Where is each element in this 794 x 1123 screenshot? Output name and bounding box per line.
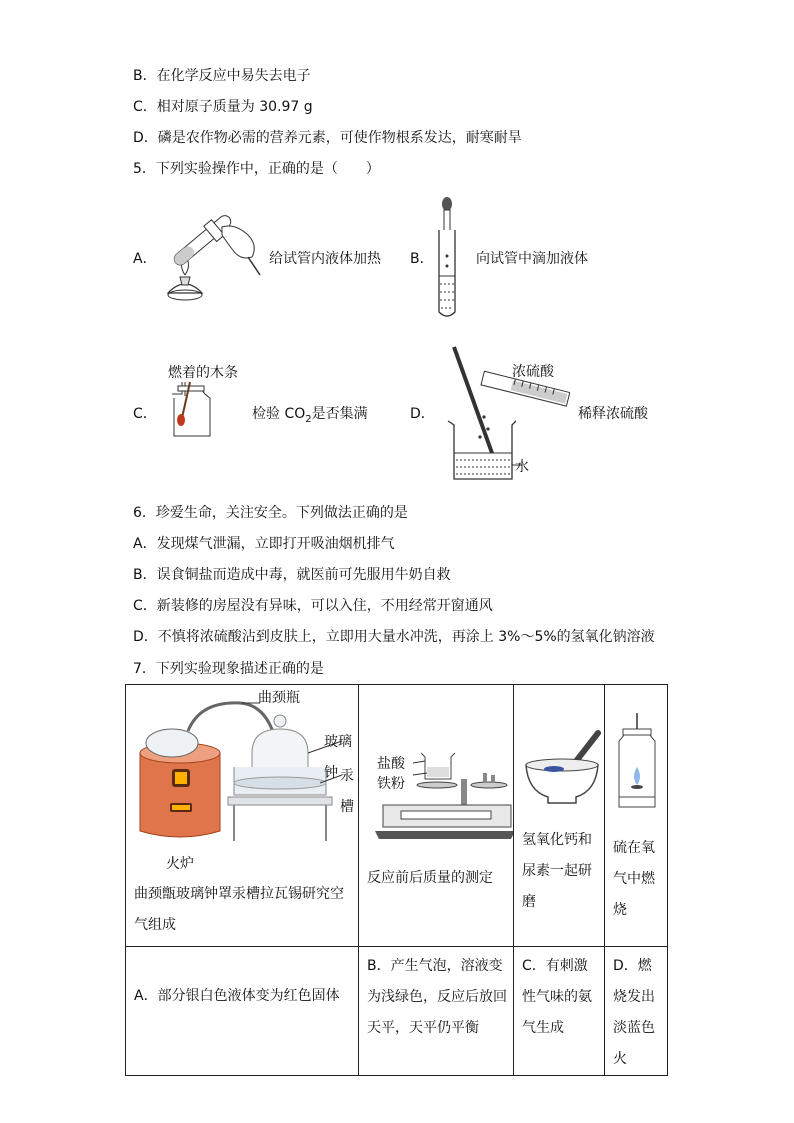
q5-c-desc: 检验 $CO_2$是否集满 — [252, 406, 368, 425]
q5-stem: 5．下列实验操作中，正确的是（ ） — [133, 161, 380, 177]
q5-d-water-label: 水 — [515, 459, 529, 475]
q6-option-d: D．不慎将浓硫酸沾到皮肤上，立即用大量水冲洗，再涂上 3%～5%的氢氧化钠溶液 — [133, 629, 655, 645]
q7-option-b: B．产生气泡，溶液变为浅绿色，反应后放回天平，天平仍平衡 — [367, 958, 507, 1036]
dropper-test-tube-figure — [432, 196, 462, 321]
q7-fig3-cell — [514, 685, 605, 947]
q7-stem: 7．下列实验现象描述正确的是 — [133, 661, 324, 677]
q5-a-letter: A． — [133, 251, 157, 267]
q6-option-b: B．误食铜盐而造成中毒，就医前可先服用牛奶自救 — [133, 567, 451, 583]
mortar-figure — [520, 725, 604, 809]
q7-option-c: C．有刺激性气味的氨气生成 — [522, 958, 592, 1036]
q4-option-d: D．磷是农作物必需的营养元素，可使作物根系发达，耐寒耐旱 — [133, 130, 522, 146]
q5-c-letter: C． — [133, 406, 157, 422]
q5-d-desc: 稀释浓硫酸 — [578, 406, 648, 422]
q7-fig4-caption: 硫在氧气中燃烧 — [613, 840, 655, 918]
label-bell-jar: 玻璃钟 — [324, 734, 352, 781]
q5-a-desc: 给试管内液体加热 — [269, 251, 381, 267]
q6-option-a: A．发现煤气泄漏，立即打开吸油烟机排气 — [133, 536, 395, 552]
q5-d-letter: D． — [410, 406, 435, 422]
q4-option-b: B．在化学反应中易失去电子 — [133, 68, 311, 84]
gas-bottle-splint-figure — [160, 380, 215, 440]
q7-fig1-cell — [126, 685, 359, 947]
q7-option-d-cell — [605, 947, 668, 1076]
label-furnace: 火炉 — [166, 856, 194, 872]
q7-fig2-caption: 反应前后质量的测定 — [367, 870, 493, 886]
q4-option-c: C．相对原子质量为 30.97 g — [133, 99, 313, 115]
sulfur-combustion-figure — [611, 711, 661, 815]
q7-fig1-caption: 曲颈甑玻璃钟罩汞槽拉瓦锡研究空气组成 — [134, 886, 344, 933]
q5-b-desc: 向试管中滴加液体 — [476, 251, 588, 267]
q5-c-top-label: 燃着的木条 — [168, 365, 238, 381]
q7-option-d: D．燃烧发出淡蓝色火 — [613, 958, 655, 1067]
q6-option-c: C．新装修的房屋没有异味，可以入住，不用经常开窗通风 — [133, 598, 493, 614]
q7-table — [125, 684, 668, 1076]
q7-option-a: A．部分银白色液体变为红色固体 — [134, 988, 340, 1004]
q7-fig2-cell — [359, 685, 514, 947]
q7-fig3-caption: 氢氧化钙和尿素一起研磨 — [522, 832, 592, 910]
label-acid: 盐酸 — [377, 756, 405, 772]
q5-b-letter: B． — [410, 251, 434, 267]
label-iron-powder: 铁粉 — [377, 776, 405, 792]
q7-option-c-cell — [514, 947, 605, 1076]
q7-option-b-cell — [359, 947, 514, 1076]
q5-d-top-label: 浓硫酸 — [512, 364, 554, 380]
label-flask: 曲颈瓶 — [258, 690, 300, 706]
label-trough: 汞槽 — [340, 768, 354, 815]
heating-test-tube-figure — [160, 205, 265, 310]
dilution-beaker-figure — [440, 345, 570, 485]
q7-option-a-cell — [126, 947, 359, 1076]
q7-fig4-cell — [605, 685, 668, 947]
q6-stem: 6．珍爱生命，关注安全。下列做法正确的是 — [133, 505, 408, 521]
